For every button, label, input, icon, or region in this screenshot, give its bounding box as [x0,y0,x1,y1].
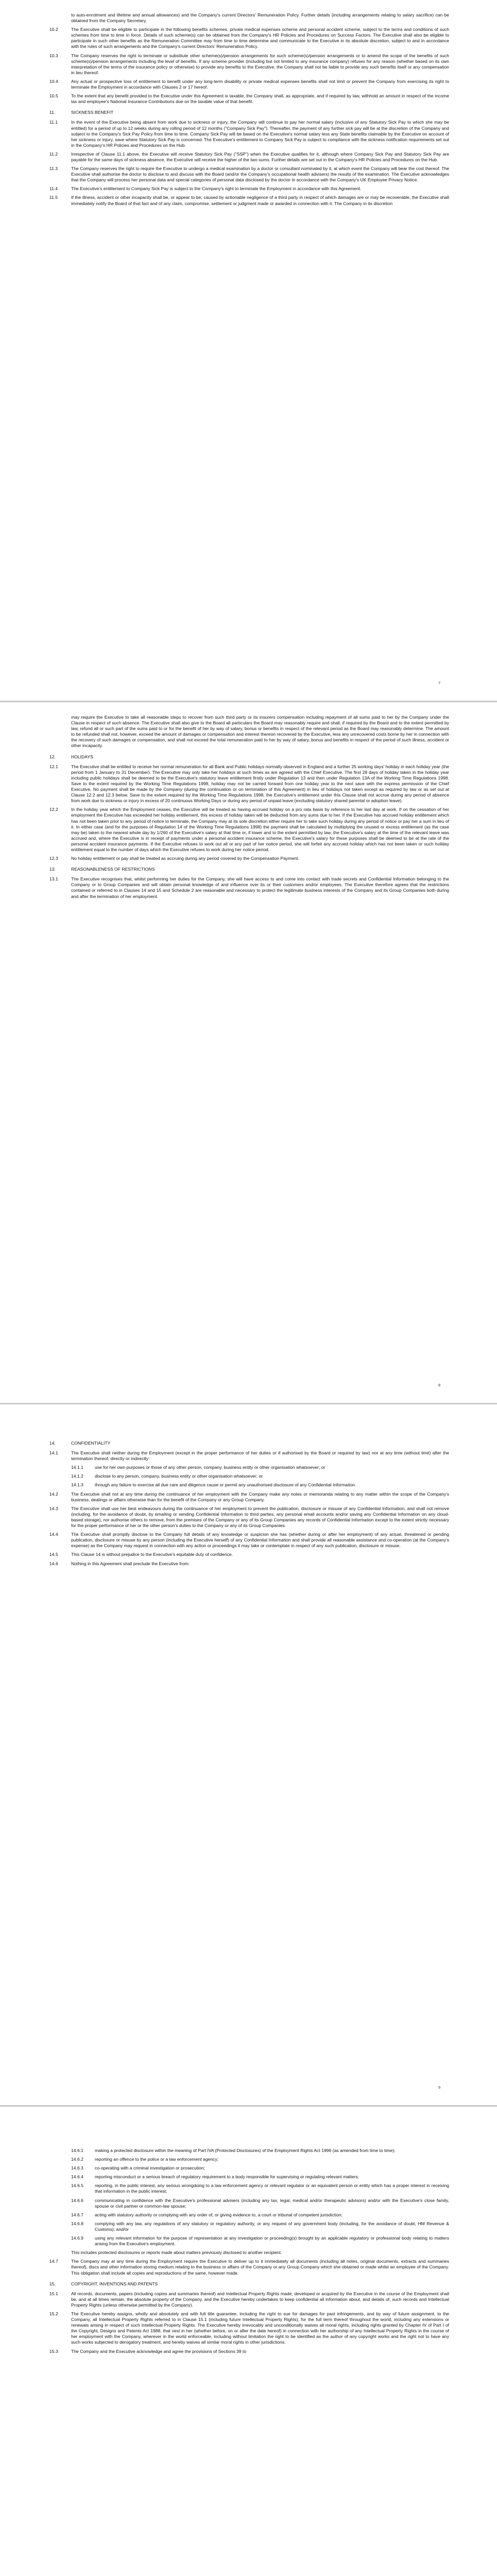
clause-14-1-1: 14.1.1 use for her own purposes or those of any other person, company, business entity or other organisation whatsoever; or [71,1465,325,1470]
clause-12-3: 12.3 No holiday entitlement or pay shall be treated as accruing during any period covered by the Compensation Payment. [49,856,299,861]
clause-14-6-4: 14.6.4 reporting misconduct or a serious breach of regulatory requirement to a body responsible for supervising or regulating relevant matters; [71,2174,359,2180]
clause-14-5: 14.5 This Clause 14 is without prejudice to the Executive's equitable duty of confidence. [49,1552,233,1557]
clause-11-2: 11.2 Irrespective of Clause 11.1 above, the Executive will receive Statutory Sick Pay ("SSP") when the Executive qualifies for it, although where Company Sick Pay and Statutory Sick Pay are payable for the same days of sickness absence, the Executive will receive the higher of the two sums. Further details are set out in the Company's HR Policies and Procedures on the Hub. [49,151,449,162]
clause-11-3: 11.3 The Company reserves the right to require the Executive to undergo a medical examination by a doctor or consultant nominated by it, at which event the Company will bear the cost thereof. The Executive shall authorise the doctor to disclose to and discuss with the Board (and/or the Company's occupational health advisers) the results of the examination. The Executive acknowledges that the Company will process her personal data and special categories of personal data disclosed by the doctor in accordance with the Company's UK Employee Privacy Notice. [49,166,449,183]
protected-disclosures-note: This includes protected disclosures or reports made about matters previously disclosed to another recipient. [71,2250,282,2256]
document-page-8 [0,702,497,1403]
clause-14-1-3: 14.1.3 through any failure to exercise all due care and diligence cause or permit any unauthorised disclosure of any Confidential Information. [71,1482,356,1488]
clause-12-2: 12.2 In the holiday year which the Employment ceases, the Executive will be treated as having accrued holiday on a pro rata basis by reference to her last day at work. If on the cessation of her employment the Executive has exceeded her holiday entitlement, this excess of holiday taken will be deducted from any sums due to her. If the Executive has accrued holiday entitlement which has not been taken prior to any period of notice to terminate, the Company may at its sole discretion either require her to take such holiday during any period of notice or pay her a sum in lieu of it. In either case (and for the purposes of Regulation 14 of the Working Time Regulations 1998) the payment shall be calculated by multiplying the unused or excess entitlement (as the case may be) taken to the nearest whole day by 1/260 of the Executive's salary at that time or, if lower and to the extent permitted by law, the Executive's salary at the time of the relevant leave was accrued and, where the Executive is in receipt of payments under a personal accident insurance scheme, the Executive's salary for these purposes shall be deemed to be at the rate of the personal accident insurance payments. If the Executive refuses to work out all or any part of her notice period, she will forfeit any accrued holiday which has not been taken or such holiday entitlement equal to the number of days which the Executive refuses to work during her notice period. [49,807,449,852]
clause-14-1: 14.1 The Executive shall neither during the Employment (except in the proper performance of her duties or if authorised by the Board or required by law) nor at any time (without limit) after the termination thereof, directly or indirectly: [49,1450,449,1462]
clause-10-2: 10.2 The Executive shall be eligible to participate in the following benefits schemes; private medical expenses scheme and personal accident scheme, subject to the terms and conditions of such schemes from time to time in force. Details of such scheme(s) can be obtained from the Company's HR Policies and Procedures on Success Factors. The Executive shall also be eligible to participate in such other benefits as the Remuneration Committee may from time to time determine and communicate to the Executive in its absolute discretion, subject to and in accordance with the rules of such arrangements and the Company's current Directors' Remuneration Policy. [49,27,449,49]
document-page-9 [0,1404,497,2105]
clause-14-7: 14.7 The Company may at any time during the Employment require the Executive to deliver up to it immediately all documents (including all notes, original documents, extracts and summaries thereof), discs and other information storing medium relating to the business or affairs of the Company or any Group Company which she obtained or made whilst an employee of the Company. This obligation shall include all copies and reproductions of the same, however made. [49,2259,449,2276]
page-number: 7 [438,681,441,685]
clause-14-6-5: 14.6.5 reporting, in the public interest, any serious wrongdoing to a law enforcement agency or relevant regulator or an equivalent person or entity which has a proper interest in receiving that information in the public interest; [71,2183,449,2194]
page-content [49,1435,449,1570]
page-number: 8 [438,1383,441,1387]
page-number: 9 [438,2085,441,2090]
section-heading-12: 12. HOLIDAYS [49,754,93,759]
clause-15-3: 15.3 The Company and the Executive acknowledge and agree the provisions of Sections 39 to [49,2348,247,2354]
clause-14-6-1: 14.6.1 making a protected disclosure within the meaning of Part IVA (Protected Disclosures) of the Employment Rights Act 1996 (as amended from time to time); [71,2148,396,2153]
clause-15-1: 15.1 All records, documents, papers (including copies and summaries thereof) and Intellectual Property Rights made, developed or acquired by the Executive in the course of the Employment shall be, and at all times remain, the absolute property of the Company, and the Executive hereby undertakes to keep confidential all information about, and details of, such records and Intellectual Property Rights (unless otherwise permitted by the Company). [49,2291,449,2308]
clause-14-2: 14.2 The Executive shall not at any time during the continuance of her employment with the Company make any notes or memoranda relating to any matter within the scope of the Company's business, dealings or affairs otherwise than for the benefit of the Company or any Group Company. [49,1491,449,1502]
clause-14-1-2: 14.1.2 disclose to any person, company, business entity or other organisation whatsoever; or [71,1473,263,1479]
clause-14-4: 14.4 The Executive shall promptly disclose to the Company full details of any knowledge or suspicion she has (whether during or after her employment) of any actual, threatened or pending publication, disclosure or misuse by any person (including the Executive herself) of any Confidential Information and shall provide all reasonable assistance and co-operation (at the Company's expense) as the Company may request in connection with any action or proceedings it may take or contemplate in respect of any such publication, disclosure or misuse. [49,1532,449,1549]
clause-15-2: 15.2 The Executive hereby assigns, wholly and absolutely and with full title guarantee, including the right to sue for damages for past infringements, and by way of future assignment, to the Company, all Intellectual Property Rights referred to in Clause 15.1 (including future Intellectual Property Rights), for the full term thereof throughout the world, including any extensions or renewals arising in respect of such Intellectual Property Rights. The Executive hereby irrevocably and unconditionally waives all moral rights, including rights granted by Chapter IV of Part I of the Copyright, Designs and Patents Act 1988, that vest in her (whether before, on or after the date hereof) in connection with her authorship of any Intellectual Property Rights in the course of her employment with the Company, wherever in the world enforceable, including without limitation the right to be identified as the author of any copyright works and the right not to have any such works subjected to derogatory treatment, and hereby waives all similar moral rights in other jurisdictions. [49,2311,449,2345]
clause-14-6-8: 14.6.8 complying with any law, any regulations of any statutory or regulatory authority, or any request of any government body (including, for the avoidance of doubt, HM Revenue & Customs); and/or [71,2221,449,2232]
page-content [49,715,449,903]
section-heading-15: 15. COPYRIGHT, INVENTIONS AND PATENTS [49,2281,158,2286]
page-content [49,2148,449,2358]
clause-14-6-3: 14.6.3 co-operating with a criminal investigation or prosecution; [71,2165,205,2171]
clause-13-1: 13.1 The Executive recognises that, whilst performing her duties for the Company, she will have access to and come into contact with trade secrets and Confidential Information belonging to the Company or to Group Companies and will obtain personal knowledge of and influence over its or their customers and/or employees. The Executive therefore agrees that the restrictions contained or referred to in Clauses 14 and 15 and Schedule 2 are reasonable and necessary to protect the legitimate business interests of the Company and its Group Companies both during and after the termination of her employment. [49,876,449,899]
continuation-text: may require the Executive to take all reasonable steps to recover from such third party or its insurers compensation including repayment of all sums paid to her by the Company under the Clause in respect of such absence. The Executive shall also give to the Board all particulars the Board may reasonably require and shall, if required by the Board and to the extent permitted by law, refund all or such part of the sums paid to or for the benefit of her by way of salary, bonus or benefits in respect of the relevant period as the Board may reasonably determine. The amount to be refunded shall not, however, exceed the amount of damages or compensation and interest thereon recovered by the Executive, less any unrecovered costs borne by her in connection with the recovery of such damages or compensation, and shall not exceed the total remuneration paid to her by way of salary, bonus and benefits in respect of the period of such illness, accident or other incapacity. [71,715,449,749]
clause-10-3: 10.3 The Company reserves the right to terminate or substitute other scheme(s)/pension arrangements for such scheme(s)/pension arrangements or to amend the scope of the benefits of such scheme(s)/pension arrangements including the level of benefits. If any scheme provider (including but not limited to any insurance company) refuses for any reason (whether based on its own interpretation of the terms of the insurance policy or otherwise) to provide any benefits to the Executive, the Company shall not be liable to provide any such benefits itself or any compensation in lieu thereof. [49,53,449,75]
document-page-10 [0,2107,497,2576]
clause-10-5: 10.5 To the extent that any benefit provided to the Executive under this Agreement is taxable, the Company shall, as appropriate, and if required by law, withhold an amount in respect of the income tax and employee's National Insurance Contributions due on the taxable value of that benefit. [49,93,449,105]
document-page-7 [0,0,497,701]
clause-14-6-7: 14.6.7 acting with statutory authority or complying with any order of, or giving evidence to, a court or tribunal of competent jurisdiction; [71,2212,343,2217]
continuation-text: to auto-enrolment and lifetime and annual allowances) and the Company's current Directors' Remuneration Policy. Further details (including arrangements relating to salary sacrifice) can be obtained from the Company Secretary. [71,12,449,24]
clause-14-6-2: 14.6.2 reporting an offence to the police or a law enforcement agency; [71,2157,219,2162]
section-heading-14: 14. CONFIDENTIALITY [49,1440,111,1446]
clause-14-6-9: 14.6.9 using any relevant information for the purpose of representation at any investigation or proceeding(s) brought by an applicable regulatory or professional body relating to matters arising from the Executive's employment. [71,2235,449,2247]
section-heading-13: 13. REASONABLENESS OF RESTRICTIONS [49,867,155,872]
page-content [49,12,449,210]
clause-11-1: 11.1 In the event of the Executive being absent from work due to sickness or injury, the Company will continue to pay her normal salary (inclusive of any Statutory Sick Pay to which she may be entitled) for a period of up to 12 weeks during any rolling period of 12 months ("Company Sick Pay"). Thereafter, the payment of any further sick pay will be at the discretion of the Company and subject to the Company's Sick Pay Policy from time to time. Company Sick Pay will be based on the Executive's normal salary less any State benefits claimable by the Executive on account of her sickness or injury, save where Statutory Sick Pay is concerned. The Executive's entitlement to Company Sick Pay is subject to compliance with the sickness notification requirements set out in the Company's HR Policies and Procedures on the Hub. [49,120,449,148]
clause-14-6: 14.6 Nothing in this Agreement shall preclude the Executive from: [49,1561,190,1566]
section-heading-11: 11. SICKNESS BENEFIT [49,110,114,115]
clause-14-3: 14.3 The Executive shall use her best endeavours during the continuance of her employment to prevent the publication, disclosure or misuse of any Confidential Information, and shall not remove (including, for the avoidance of doubt, by emailing or sending Confidential Information to third parties, any personal email accounts and/or saving any Confidential Information on any cloud-based storage), nor authorise others to remove, from the premises of the Company or any of its Group Companies any records of Confidential Information except to the extent strictly necessary for the proper performance of her or the other person's duties to the Company or any of its Group Companies. [49,1505,449,1529]
clause-12-1: 12.1 The Executive shall be entitled to receive her normal remuneration for all Bank and Public holidays normally observed in England and a further 25 working days' holiday in each holiday year (the period from 1 January to 31 December). The Executive may only take her holidays at such times as are agreed with the Chief Executive. The first 28 days of holiday taken in the holiday year including public holidays shall be deemed to be the Executive's statutory leave entitlement firstly under Regulation 13 and then under Regulation 13A of the Working Time Regulations 1998. Save to the extent required by the Working Time Regulations 1998, holiday may not be carried forward from one holiday year to the next save with the express permission of the Chief Executive. No payment shall be made by the Company (during the continuation or on termination of this Agreement) in lieu of holidays not taken except as required by law or as set out at Clause 12.2 and 12.3 below. Save to the extent required by the Working Time Regulations 1998, the Executive's entitlement under this Clause shall not accrue during any period of absence from work due to sickness or injury in excess of 20 continuous Working Days or during any period of unpaid leave (excluding statutory shared parental or adoption leave). [49,764,449,804]
clause-11-5: 11.5 If the illness, accident or other incapacity shall be, or appear to be, caused by actionable negligence of a third party in respect of which damages are or may be recoverable, the Executive shall immediately notify the Board of that fact and of any claim, compromise, settlement or judgment made or awarded in connection with it. The Company in its discretion [49,195,449,206]
clause-14-6-6: 14.6.6 communicating in confidence with the Executive's professional advisers (including any tax, legal, medical and/or therapeutic advisors) and/or with the Executive's close family, spouse or civil partner or common-law spouse; [71,2197,449,2209]
clause-11-4: 11.4 The Executive's entitlement to Company Sick Pay is subject to the Company's right to terminate the Employment in accordance with this Agreement. [49,186,362,192]
clause-10-4: 10.4 Any actual or prospective loss of entitlement to benefit under any long-term disability or private medical expenses benefits shall not limit or prevent the Company from exercising its right to terminate the Employment in accordance with Clauses 2 or 17 hereof. [49,78,449,90]
